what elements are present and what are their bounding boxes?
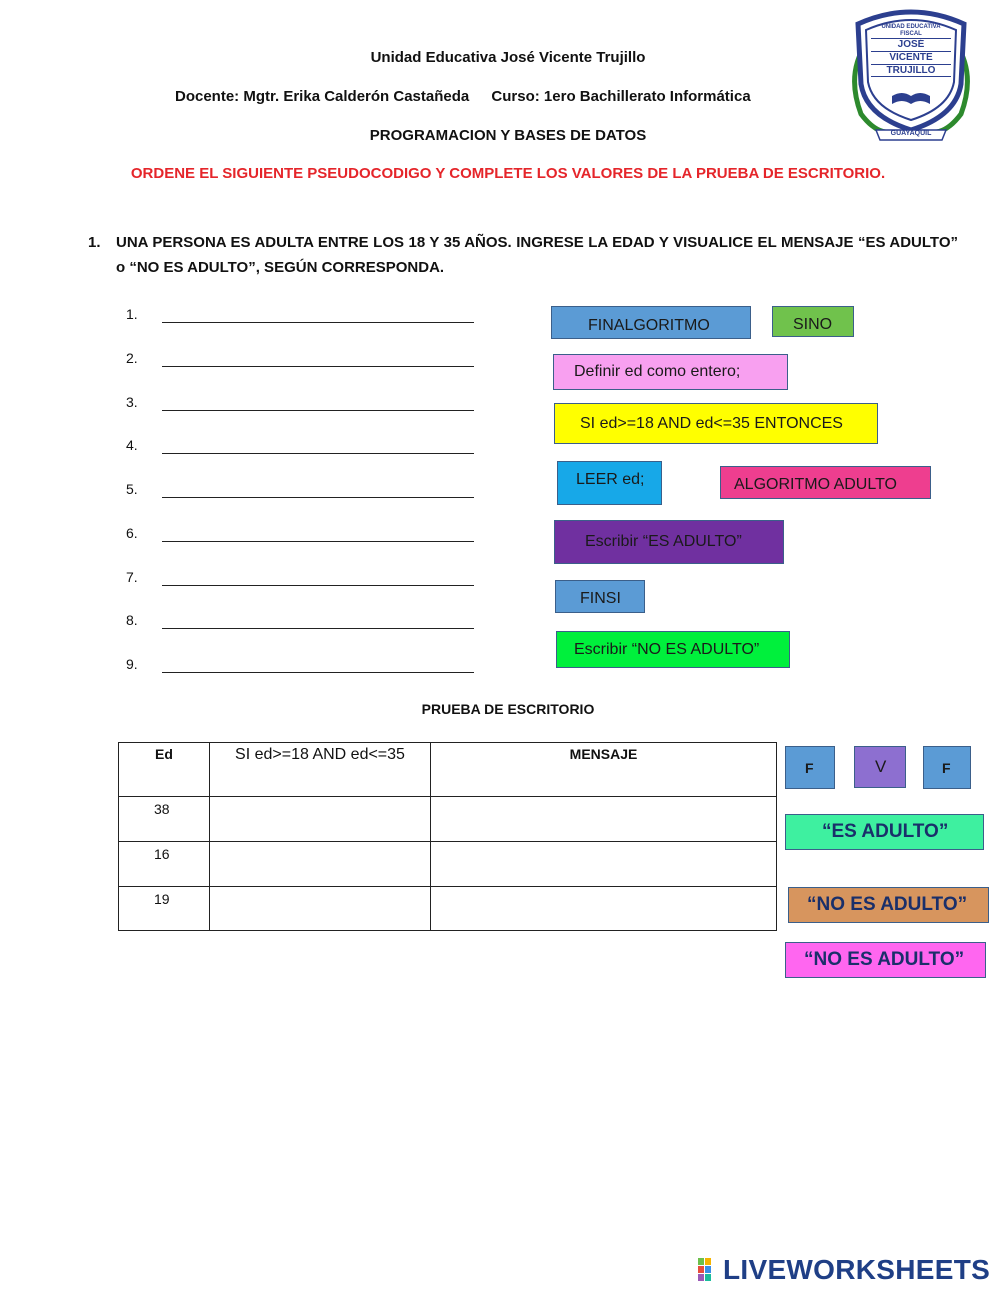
chip-escribir-no-es-adulto[interactable]: Escribir “NO ES ADULTO”	[556, 631, 790, 668]
chip-f-2[interactable]: F	[923, 746, 971, 789]
logo-name-line-2: VICENTE	[871, 51, 951, 63]
col-condicion: SI ed>=18 AND ed<=35	[210, 743, 431, 797]
school-name: Unidad Educativa José Vicente Trujillo	[370, 49, 646, 66]
liveworksheets-brand	[697, 1254, 990, 1286]
chip-sino[interactable]: SINO	[772, 306, 854, 337]
liveworksheets-wordmark: LIVEWORKSHEETS	[723, 1254, 991, 1285]
line-number: 5.	[126, 481, 138, 497]
chip-escribir-es-adulto[interactable]: Escribir “ES ADULTO”	[554, 520, 784, 564]
line-number: 2.	[126, 350, 138, 366]
logo-city: GUAYAQUIL	[890, 130, 932, 137]
blank-line[interactable]	[162, 402, 474, 411]
chip-si-condicion[interactable]: SI ed>=18 AND ed<=35 ENTONCES	[554, 403, 878, 444]
subject-title: PROGRAMACION Y BASES DE DATOS	[369, 127, 647, 144]
chip-algoritmo[interactable]: ALGORITMO ADULTO	[720, 466, 931, 499]
chip-f-1[interactable]: F	[785, 746, 835, 789]
line-number: 7.	[126, 569, 138, 585]
line-number: 1.	[126, 306, 138, 322]
chip-es-adulto[interactable]: “ES ADULTO”	[785, 814, 984, 850]
col-mensaje: MENSAJE	[431, 743, 777, 797]
blank-line[interactable]	[162, 620, 474, 629]
chip-finsi[interactable]: FINSI	[555, 580, 645, 613]
table-row	[119, 887, 777, 931]
chip-no-es-adulto-1[interactable]: “NO ES ADULTO”	[788, 887, 989, 923]
logo-name-line-1: JOSÉ	[871, 38, 951, 50]
blank-line[interactable]	[162, 314, 474, 323]
col-ed: Ed	[119, 743, 210, 797]
question-text: UNA PERSONA ES ADULTA ENTRE LOS 18 Y 35 AÑOS. INGRESE LA EDAD Y VISUALICE EL MENSAJE “ES ADULTO” o “NO ES ADULTO”, SEGÚN CORRESPONDA.	[116, 234, 958, 276]
school-logo	[836, 4, 986, 150]
desk-test-table	[118, 742, 777, 931]
blank-line[interactable]	[162, 533, 474, 542]
table-row	[119, 842, 777, 887]
line-number: 4.	[126, 437, 138, 453]
course-label: Curso: 1ero Bachillerato Informática	[491, 88, 751, 105]
logo-name-line-3: TRUJILLO	[871, 64, 951, 77]
condition-cell[interactable]	[210, 842, 431, 887]
teacher-label: Docente: Mgtr. Erika Calderón Castañeda	[175, 88, 470, 105]
condition-cell[interactable]	[210, 797, 431, 842]
logo-top-text: UNIDAD EDUCATIVA FISCAL	[881, 24, 941, 37]
blank-line[interactable]	[162, 489, 474, 498]
blank-line[interactable]	[162, 577, 474, 586]
question-1	[88, 230, 958, 280]
message-cell[interactable]	[431, 842, 777, 887]
blank-line[interactable]	[162, 664, 474, 673]
ed-value: 38	[119, 797, 210, 842]
table-row	[119, 797, 777, 842]
line-number: 8.	[126, 612, 138, 628]
liveworksheets-logo-icon	[697, 1256, 721, 1284]
condition-cell[interactable]	[210, 887, 431, 931]
line-number: 3.	[126, 394, 138, 410]
blank-line[interactable]	[162, 358, 474, 367]
blank-line[interactable]	[162, 445, 474, 454]
question-number: 1.	[88, 234, 101, 251]
chip-no-es-adulto-2[interactable]: “NO ES ADULTO”	[785, 942, 986, 978]
chip-definir[interactable]: Definir ed como entero;	[553, 354, 788, 390]
instruction: ORDENE EL SIGUIENTE PSEUDOCODIGO Y COMPLETE LOS VALORES DE LA PRUEBA DE ESCRITORIO.	[130, 165, 886, 182]
line-number: 9.	[126, 656, 138, 672]
chip-finalgoritmo[interactable]: FINALGORITMO	[551, 306, 751, 339]
desk-test-title: PRUEBA DE ESCRITORIO	[421, 701, 595, 717]
teacher-course-line	[175, 88, 751, 105]
ed-value: 19	[119, 887, 210, 931]
line-number: 6.	[126, 525, 138, 541]
message-cell[interactable]	[431, 797, 777, 842]
chip-leer[interactable]: LEER ed;	[557, 461, 662, 505]
message-cell[interactable]	[431, 887, 777, 931]
chip-v[interactable]: V	[854, 746, 906, 788]
ed-value: 16	[119, 842, 210, 887]
